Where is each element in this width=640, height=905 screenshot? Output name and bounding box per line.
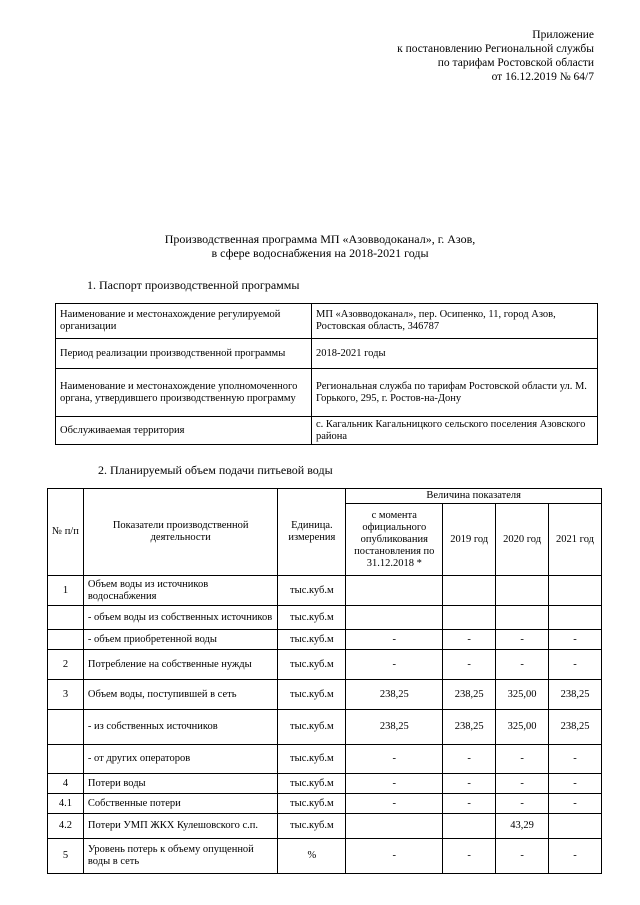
row-value-2021: 238,25 [549, 680, 602, 710]
row-name: Потери УМП ЖКХ Кулешовского с.п. [83, 814, 277, 839]
row-value-2020: - [496, 774, 549, 794]
row-value-2021: - [549, 630, 602, 650]
row-value-2020 [496, 606, 549, 630]
passport-value: с. Кагальник Кагальницкого сельского поселения Азовского района [312, 417, 598, 445]
table-row [48, 606, 602, 630]
row-value-2019: - [443, 745, 496, 774]
row-value-since [346, 606, 443, 630]
row-name: - от других операторов [83, 745, 277, 774]
table-row [48, 710, 602, 745]
row-name: - объем воды из собственных источников [83, 606, 277, 630]
appendix-line: от 16.12.2019 № 64/7 [491, 71, 594, 83]
row-value-2021: - [549, 794, 602, 814]
row-value-since [346, 576, 443, 606]
row-unit: тыс.куб.м [278, 630, 346, 650]
table-row [48, 630, 602, 650]
row-value-since: - [346, 774, 443, 794]
row-num: 4.2 [48, 814, 84, 839]
row-unit: тыс.куб.м [278, 814, 346, 839]
row-value-2020 [496, 576, 549, 606]
row-value-2021 [549, 576, 602, 606]
row-value-2021: - [549, 650, 602, 680]
row-value-2021 [549, 814, 602, 839]
title-line: Производственная программа МП «Азовводоканал», г. Азов, [164, 232, 476, 246]
row-name: Объем воды из источников водоснабжения [83, 576, 277, 606]
row-value-2021: - [549, 839, 602, 874]
row-value-2019: - [443, 794, 496, 814]
row-unit: тыс.куб.м [278, 794, 346, 814]
row-unit: тыс.куб.м [278, 710, 346, 745]
row-value-2020: - [496, 839, 549, 874]
row-value-2020: - [496, 794, 549, 814]
table-body [48, 576, 602, 874]
header-since: с момента официального опубликования постановления по 31.12.2018 * [346, 504, 443, 576]
passport-label: Наименование и местонахождение регулируемой организации [56, 304, 312, 339]
header-2020: 2020 год [496, 504, 549, 576]
row-value-2021 [549, 606, 602, 630]
row-value-2020: 325,00 [496, 680, 549, 710]
passport-label: Обслуживаемая территория [56, 417, 312, 445]
table-row [48, 839, 602, 874]
passport-table [55, 303, 598, 445]
appendix-line: к постановлению Региональной службы [397, 43, 594, 55]
row-name: Объем воды, поступившей в сеть [83, 680, 277, 710]
row-unit: тыс.куб.м [278, 650, 346, 680]
row-value-2019: - [443, 839, 496, 874]
row-num [48, 745, 84, 774]
row-value-since: - [346, 794, 443, 814]
document-title [0, 232, 640, 260]
header-num: № п/п [48, 489, 84, 576]
passport-value: Региональная служба по тарифам Ростовской области ул. М. Горького, 295, г. Ростов-на-Дону [312, 369, 598, 417]
row-value-2020: - [496, 650, 549, 680]
row-value-2019: 238,25 [443, 680, 496, 710]
row-name: Потребление на собственные нужды [83, 650, 277, 680]
row-value-2019 [443, 606, 496, 630]
table-row [56, 339, 598, 369]
row-num: 2 [48, 650, 84, 680]
passport-value: МП «Азовводоканал», пер. Осипенко, 11, город Азов, Ростовская область, 346787 [312, 304, 598, 339]
row-value-2019: - [443, 650, 496, 680]
table-row [48, 650, 602, 680]
row-unit: тыс.куб.м [278, 576, 346, 606]
row-unit: тыс.куб.м [278, 606, 346, 630]
row-num [48, 710, 84, 745]
row-value-2019 [443, 576, 496, 606]
row-value-2021: - [549, 745, 602, 774]
header-row [48, 489, 602, 504]
header-2021: 2021 год [549, 504, 602, 576]
table-row [48, 794, 602, 814]
row-value-2021: - [549, 774, 602, 794]
row-value-2020: - [496, 745, 549, 774]
row-value-2020: - [496, 630, 549, 650]
header-2019: 2019 год [443, 504, 496, 576]
row-num: 4.1 [48, 794, 84, 814]
appendix-line: Приложение [532, 29, 594, 41]
header-name: Показатели производственной деятельности [83, 489, 277, 576]
header-unit: Единица. измерения [278, 489, 346, 576]
row-value-since: 238,25 [346, 680, 443, 710]
row-name: - из собственных источников [83, 710, 277, 745]
row-value-since [346, 814, 443, 839]
row-num: 4 [48, 774, 84, 794]
row-name: Потери воды [83, 774, 277, 794]
row-value-since: 238,25 [346, 710, 443, 745]
row-name: Собственные потери [83, 794, 277, 814]
row-unit: тыс.куб.м [278, 774, 346, 794]
row-value-2019: - [443, 774, 496, 794]
row-value-since: - [346, 650, 443, 680]
row-num: 1 [48, 576, 84, 606]
table-row [48, 774, 602, 794]
row-name: Уровень потерь к объему опущенной воды в сеть [83, 839, 277, 874]
row-num [48, 630, 84, 650]
table-row [56, 304, 598, 339]
passport-value: 2018-2021 годы [312, 339, 598, 369]
section-1-heading: 1. Паспорт производственной программы [87, 278, 300, 292]
table-row [56, 417, 598, 445]
appendix-line: по тарифам Ростовской области [437, 57, 594, 69]
title-line: в сфере водоснабжения на 2018-2021 годы [211, 246, 429, 260]
row-value-2021: 238,25 [549, 710, 602, 745]
passport-label: Наименование и местонахождение уполномоченного органа, утвердившего производственную программу [56, 369, 312, 417]
row-num [48, 606, 84, 630]
row-value-2020: 325,00 [496, 710, 549, 745]
row-num: 5 [48, 839, 84, 874]
row-num: 3 [48, 680, 84, 710]
row-value-2020: 43,29 [496, 814, 549, 839]
section-2-heading: 2. Планируемый объем подачи питьевой воды [98, 463, 333, 477]
row-value-since: - [346, 745, 443, 774]
row-unit: тыс.куб.м [278, 680, 346, 710]
appendix-header [397, 28, 594, 84]
row-value-since: - [346, 839, 443, 874]
header-group: Величина показателя [346, 489, 602, 504]
row-unit: тыс.куб.м [278, 745, 346, 774]
row-value-2019 [443, 814, 496, 839]
table-row [56, 369, 598, 417]
table-row [48, 745, 602, 774]
table-row [48, 680, 602, 710]
row-unit: % [278, 839, 346, 874]
row-value-2019: 238,25 [443, 710, 496, 745]
table-row [48, 576, 602, 606]
row-value-2019: - [443, 630, 496, 650]
passport-label: Период реализации производственной программы [56, 339, 312, 369]
water-volume-table [47, 488, 602, 874]
table-row [48, 814, 602, 839]
row-value-since: - [346, 630, 443, 650]
row-name: - объем приобретенной воды [83, 630, 277, 650]
